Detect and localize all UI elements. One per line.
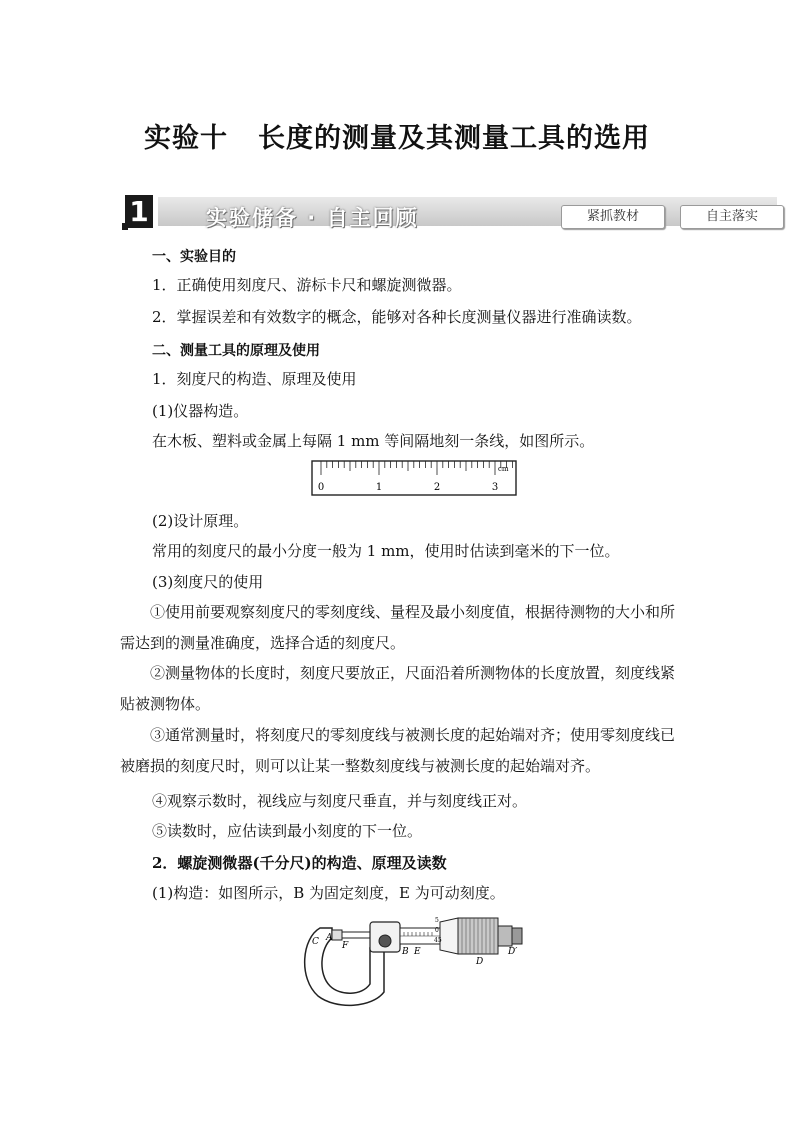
label-d: D — [476, 957, 484, 967]
tag-textbook: 紧抓教材 — [561, 205, 665, 229]
banner-bar — [158, 197, 777, 230]
label-f: F — [342, 941, 349, 951]
label-a: A — [326, 933, 333, 943]
section-banner — [122, 193, 777, 230]
rule-4: ④观察示数时，视线应与刻度尺垂直，并与刻度线正对。 — [152, 792, 528, 810]
ruler-figure — [311, 460, 517, 496]
label-b: B — [402, 947, 409, 957]
ruler-subheading: 1．刻度尺的构造、原理及使用 — [152, 370, 357, 388]
ruler-p2-text: 常用的刻度尺的最小分度一般为 1 mm，使用时估读到毫米的下一位。 — [152, 542, 620, 560]
ruler-label-0: 0 — [317, 482, 325, 493]
lock-knob — [379, 935, 391, 947]
ruler-unit: cm — [498, 465, 509, 473]
rule-1 — [120, 597, 676, 659]
label-c: C — [312, 937, 319, 947]
rule-2 — [120, 658, 676, 720]
section-number-icon — [122, 193, 156, 230]
scale-label-0: 0 — [435, 927, 439, 934]
ruler-p3: (3)刻度尺的使用 — [152, 573, 264, 591]
heading-purpose: 一、实验目的 — [152, 249, 236, 265]
micrometer-figure — [298, 908, 530, 1010]
purpose-item-2: 2．掌握误差和有效数字的概念，能够对各种长度测量仪器进行准确读数。 — [152, 308, 642, 326]
label-d-prime: D′ — [508, 947, 518, 957]
tag-self-study: 自主落实 — [680, 205, 784, 229]
purpose-item-1: 1．正确使用刻度尺、游标卡尺和螺旋测微器。 — [152, 276, 462, 294]
micrometer-m1: (1)构造：如图所示，B 为固定刻度，E 为可动刻度。 — [152, 884, 505, 902]
ruler-label-1: 1 — [375, 482, 383, 493]
ruler-label-3: 3 — [491, 482, 499, 493]
banner-text: 实验储备 · 自主回顾 — [206, 206, 419, 230]
label-e: E — [414, 947, 421, 957]
scale-label-45: 45 — [434, 937, 442, 944]
page-title — [0, 116, 794, 155]
rule-1-text: ①使用前要观察刻度尺的零刻度线、量程及最小刻度值，根据待测物的大小和所需达到的测量准确度，选择合适的刻度尺。 — [120, 603, 676, 652]
spindle — [342, 932, 370, 938]
ratchet — [498, 926, 512, 946]
ruler-p1: (1)仪器构造。 — [152, 402, 249, 420]
thimble-cone — [440, 918, 458, 954]
rule-2-text: ②测量物体的长度时，刻度尺要放正，尺面沿着所测物体的长度放置，刻度线紧贴被测物体。 — [120, 664, 676, 713]
anvil — [332, 930, 342, 940]
ratchet-cap — [512, 928, 522, 944]
scale-label-5: 5 — [435, 917, 439, 924]
ruler-label-2: 2 — [433, 482, 441, 493]
rule-3 — [120, 720, 676, 782]
title-part2: 长度的测量及其测量工具的选用 — [258, 123, 650, 154]
heading-tools: 二、测量工具的原理及使用 — [152, 343, 320, 359]
title-part1: 实验十 — [144, 123, 228, 154]
ruler-p2: (2)设计原理。 — [152, 512, 249, 530]
rule-5: ⑤读数时，应估读到最小刻度的下一位。 — [152, 822, 423, 840]
ruler-p1-text: 在木板、塑料或金属上每隔 1 mm 等间隔地刻一条线，如图所示。 — [152, 432, 595, 450]
rule-3-text: ③通常测量时，将刻度尺的零刻度线与被测长度的起始端对齐；使用零刻度线已被磨损的刻度尺时，则可以让某一整数刻度线与被测长度的起始端对齐。 — [120, 726, 676, 775]
micrometer-subheading: 2．螺旋测微器(千分尺)的构造、原理及读数 — [152, 854, 447, 872]
section-number: 1 — [129, 195, 149, 228]
